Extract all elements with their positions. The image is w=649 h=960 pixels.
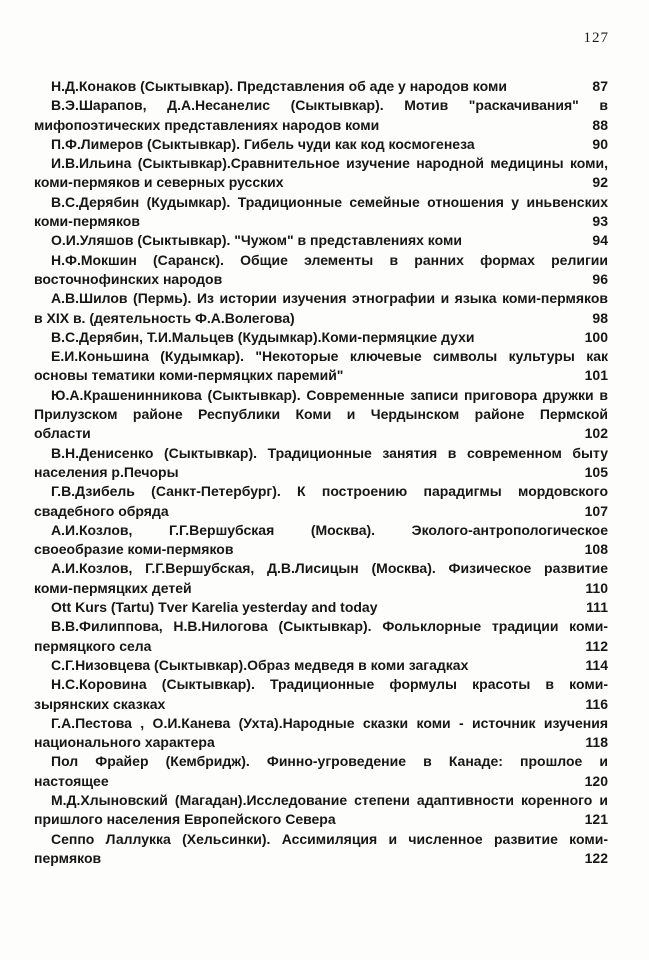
toc-entry-line: Г.В.Дзибель (Санкт-Петербург). К построению парадигмы мордовского [51, 483, 608, 500]
toc-entry-line: И.В.Ильина (Сыктывкар).Сравнительное изучение народной медицины коми, [51, 155, 608, 172]
toc-entry-text: восточнофинских народов [34, 270, 223, 287]
toc-entry [34, 830, 608, 869]
page-number: 127 [583, 30, 609, 46]
toc-entry [34, 675, 608, 714]
toc-entry-page-number: 116 [585, 695, 608, 712]
toc-entry-page-number: 96 [592, 270, 608, 287]
toc-entry [34, 231, 608, 250]
toc-entry [34, 193, 608, 232]
toc-entry-line [34, 270, 608, 289]
toc-entry-page-number: 88 [592, 116, 608, 133]
toc-entry-line [34, 135, 608, 154]
toc-entry-line [34, 328, 608, 347]
toc-entry-text: в XIX в. (деятельность Ф.А.Волегова) [34, 309, 295, 326]
toc-entry-line: М.Д.Хлыновский (Магадан).Исследование степени адаптивности коренного и [51, 791, 608, 808]
toc-entry-page-number: 121 [584, 811, 608, 828]
toc-entry-line [34, 733, 608, 752]
toc-entry-page-number: 87 [592, 78, 608, 94]
toc-entry-line: Н.Ф.Мокшин (Саранск). Общие элементы в ранних формах религии [51, 251, 608, 268]
toc-entry [34, 289, 608, 328]
toc-entry-line: В.В.Филиппова, Н.В.Нилогова (Сыктывкар). Фольклорные традиции коми- [51, 618, 608, 635]
toc-entry-text: населения р.Печоры [34, 463, 179, 480]
toc-entry-line [34, 309, 608, 328]
toc-entry-page-number: 98 [592, 309, 608, 326]
toc-entry-line [34, 502, 608, 521]
toc-entry [34, 617, 608, 656]
toc-entry-text: С.Г.Низовцева (Сыктывкар).Образ медведя в коми загадках [51, 656, 469, 673]
toc-entry-line: В.С.Дерябин (Кудымкар). Традиционные семейные отношения у иньвенских [51, 193, 608, 210]
toc-entry-line: Г.А.Пестова , О.И.Канева (Ухта).Народные сказки коми - источник изучения [51, 714, 608, 731]
toc-entry-line [34, 637, 608, 656]
toc-entry-line [34, 656, 608, 675]
toc-entry-line [34, 849, 608, 868]
toc-entry-text: национального характера [34, 734, 215, 751]
toc-entry [34, 521, 608, 560]
toc-entry-page-number: 120 [584, 772, 608, 789]
toc-entry-text: коми-пермяцких детей [34, 579, 192, 596]
toc-entry-page-number: 94 [592, 232, 608, 249]
toc-entry-text: пермяцкого села [34, 637, 152, 654]
toc-entry-page-number: 118 [585, 734, 608, 751]
toc-entry-line: А.И.Козлов, Г.Г.Вершубская, Д.В.Лисицын (Москва). Физическое развитие [51, 560, 608, 577]
toc-entry-page-number: 112 [585, 637, 608, 654]
toc-entry-text: Н.Д.Конаков (Сыктывкар). Представления об аде у народов коми [51, 78, 507, 94]
toc-entry-line [34, 212, 608, 231]
toc-entry-text: Ott Kurs (Tartu) Tver Karelia yesterday and today [51, 599, 378, 616]
toc-entry-page-number: 111 [586, 599, 608, 616]
toc-entry [34, 96, 608, 135]
toc-entry-text: своеобразие коми-пермяков [34, 541, 234, 558]
toc-entry-line: Е.И.Коньшина (Кудымкар). "Некоторые ключевые символы культуры как [51, 348, 608, 365]
toc-entry [34, 77, 608, 96]
toc-entry-text: мифопоэтических представлениях народов коми [34, 116, 380, 133]
toc-entry-text: коми-пермяков и северных русских [34, 174, 284, 191]
toc-entry-page-number: 102 [584, 425, 608, 442]
toc-entry-line: А.В.Шилов (Пермь). Из истории изучения этнографии и языка коми-пермяков [51, 290, 608, 307]
toc-entry-line [34, 579, 608, 598]
toc-entry-line [34, 540, 608, 559]
toc-entry-text: зырянских сказках [34, 695, 166, 712]
toc-entry-text: коми-пермяков [34, 213, 140, 230]
toc-entry-text: П.Ф.Лимеров (Сыктывкар). Гибель чуди как код космогенеза [51, 135, 475, 152]
toc-entry-text: О.И.Уляшов (Сыктывкар). "Чужом" в представлениях коми [51, 232, 462, 249]
toc-entry [34, 154, 608, 193]
toc-entry-line [34, 116, 608, 135]
toc-entry-line: Сеппо Лаллукка (Хельсинки). Ассимиляция и численное развитие коми- [51, 830, 608, 847]
toc-entry [34, 251, 608, 290]
toc-entry-page-number: 122 [584, 849, 608, 866]
toc-entry-line: В.Э.Шарапов, Д.А.Несанелис (Сыктывкар). Мотив "раскачивания" в [51, 97, 608, 114]
toc-entry-line [34, 772, 608, 791]
toc-entry [34, 135, 608, 154]
toc-entry-page-number: 92 [592, 174, 608, 191]
toc-entry-line: Прилузском районе Республики Коми и Чердынском районе Пермской [34, 406, 608, 423]
toc-entry [34, 714, 608, 753]
toc-entry-line [34, 695, 608, 714]
toc-entry [34, 386, 608, 444]
toc-entry-text: настоящее [34, 772, 109, 789]
toc-entry [34, 598, 608, 617]
toc-entry-text: основы тематики коми-пермяцких паремий" [34, 367, 344, 384]
toc-entry-text: пермяков [34, 849, 102, 866]
toc-entry-line [34, 424, 608, 443]
toc-entry [34, 752, 608, 791]
toc-entry-line: А.И.Козлов, Г.Г.Вершубская (Москва). Эколого-антропологическое [51, 521, 608, 538]
toc-entry-page-number: 101 [584, 367, 608, 384]
toc-entry [34, 347, 608, 386]
toc-entry-line [34, 598, 608, 617]
toc-entry-line [34, 77, 608, 96]
toc-entry-line [34, 463, 608, 482]
toc-entry-line [34, 366, 608, 385]
toc-entry [34, 444, 608, 483]
toc-entry-line [34, 173, 608, 192]
toc-entry-page-number: 100 [584, 328, 608, 345]
toc-entry [34, 559, 608, 598]
toc-entry-line: В.Н.Денисенко (Сыктывкар). Традиционные занятия в современном быту [51, 444, 608, 461]
toc-entry-text: области [34, 425, 91, 442]
toc-entry-text: пришлого населения Европейского Севера [34, 811, 336, 828]
toc-entry-page-number: 107 [584, 502, 608, 519]
toc-entry-line: Пол Фрайер (Кембридж). Финно-угроведение в Канаде: прошлое и [51, 753, 608, 770]
toc-entry [34, 656, 608, 675]
toc-entry-line: Н.С.Коровина (Сыктывкар). Традиционные формулы красоты в коми- [51, 676, 608, 693]
toc-entry-line [34, 810, 608, 829]
toc-entry [34, 482, 608, 521]
toc-entry-page-number: 114 [585, 656, 608, 673]
toc-entry-page-number: 105 [584, 463, 608, 480]
toc-list [34, 77, 608, 868]
toc-entry-line [34, 231, 608, 250]
toc-entry-page-number: 110 [585, 579, 608, 596]
toc-entry [34, 791, 608, 830]
toc-entry [34, 328, 608, 347]
toc-entry-text: В.С.Дерябин, Т.И.Мальцев (Кудымкар).Коми-пермяцкие духи [51, 328, 475, 345]
toc-entry-line: Ю.А.Крашенинникова (Сыктывкар). Современные записи приговора дружки в [51, 386, 608, 403]
toc-entry-page-number: 93 [592, 213, 608, 230]
toc-entry-page-number: 90 [592, 135, 608, 152]
toc-entry-text: свадебного обряда [34, 502, 169, 519]
toc-entry-page-number: 108 [584, 541, 608, 558]
